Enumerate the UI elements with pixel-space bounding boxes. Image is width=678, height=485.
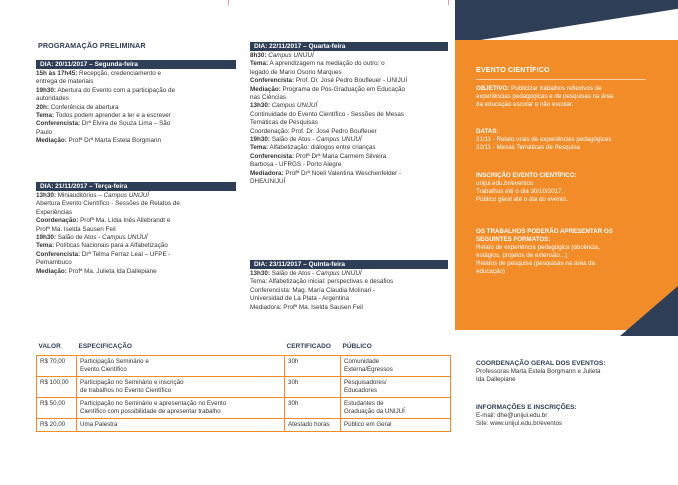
program-line: 20h: Conferência de abertura <box>36 103 119 111</box>
program-line: Pernambuco <box>36 259 72 267</box>
program-line: Coordenação: Prof. Dr. José Pedro Boufleuer <box>250 127 377 135</box>
day-lines <box>36 192 236 276</box>
contact: INFORMAÇÕES E INSCRIÇÕES: E-mail: dhe@unijui.edu.br Site: www.unijui.edu.br/eventos <box>476 404 577 427</box>
price-public: Pesquisadores/ Educadores <box>341 376 451 397</box>
program-line: Mediação: Profª Ma. Julieta Ida Dallepiane <box>36 267 157 275</box>
email[interactable]: E-mail: dhe@unijui.edu.br <box>476 412 548 419</box>
program-line: Tema: A aprendizagem na mediação do outro: o <box>250 60 385 68</box>
pricing-table <box>36 338 451 432</box>
site-link[interactable]: Site: www.unijui.edu.br/eventos <box>476 420 562 427</box>
day-lines <box>250 270 448 312</box>
day-header: DIA: 23/11/2017 – Quinta-feira <box>250 260 448 269</box>
day-block <box>36 60 236 146</box>
table-row <box>37 397 451 418</box>
program-line: Conferencista: Profª Drª Maria Carmem Silveira <box>250 152 387 160</box>
program-line: Conferencista: Mag. María Claudia Molinari - <box>250 286 375 294</box>
program-line: Mediadora: Profª Drª Noeli Valentina Weschenfelder - <box>250 169 402 177</box>
program-line: Paulo <box>36 128 53 136</box>
day-block <box>250 42 448 187</box>
registration: INSCRIÇÃO EVENTO CIENTÍFICO: unijui.edu.br/eventos Trabalhos até o dia 30/10/2017. Público geral até o dia do evento. <box>476 172 577 203</box>
day-header: DIA: 21/11/2017 – Terça-feira <box>36 182 236 191</box>
program-line: 13h30: Miniauditórios – Campus UNIJUÍ <box>36 192 150 199</box>
col-certificado: CERTIFICADO <box>286 342 331 350</box>
price-cert: 30h <box>285 397 341 418</box>
program-line: autoridades <box>36 95 69 103</box>
col-especificacao: ESPECIFICAÇÃO <box>78 342 132 350</box>
crop-mark <box>448 0 449 5</box>
program-line: Conferencista: Prof. Dr. José Pedro Boufleuer - UNIJUÍ <box>250 77 408 85</box>
dates: DATAS: 21/11 - Relato orais de experiências pedagógicas 22/11 - Mesas Temáticas de Pesquisa <box>476 128 612 151</box>
program-line: Coordenação: Profª Ma. Lídia Inês Allebrandt e <box>36 217 171 225</box>
price-value: R$ 50,00 <box>37 397 77 418</box>
decorative-navy-triangle <box>455 0 678 44</box>
day-block <box>36 182 236 276</box>
price-spec: Participação no Seminário e inscrição de trabalhos no Evento Científico <box>77 376 285 397</box>
program-line: Conferencista: Drª Elvira de Souza Lima – São <box>36 120 171 128</box>
day-header: DIA: 22/11/2017 – Quarta-feira <box>250 42 448 51</box>
program-line: Mediação: Programa de Pós-Graduação em Educação <box>250 85 406 93</box>
event-title: EVENTO CIENTÍFICO <box>476 67 550 74</box>
col-publico: PÚBLICO <box>342 342 372 350</box>
price-spec: Uma Palestra <box>77 418 285 431</box>
program-line: legado de Mario Osorio Marques <box>250 68 342 76</box>
day-lines <box>250 52 448 187</box>
price-spec: Participação no Seminário e apresentação no Evento Científico com possibilidade de apresentar trabalho <box>77 397 285 418</box>
program-line: Experiências <box>36 208 73 216</box>
program-line: Mediação: Profª Drª Marta Estela Borgmann <box>36 137 162 145</box>
program-line: 19h30: Salão de Atos - Campus UNIJUÍ <box>250 136 362 144</box>
price-cert: Atestado horas <box>285 418 341 431</box>
price-public: Comunidade Externa/Egressos <box>341 355 451 376</box>
program-line: 8h30: Campus UNIJUÍ <box>250 52 314 59</box>
program-line: 19h30: Salão de Atos - Campus UNIJUÍ <box>36 234 148 242</box>
divider <box>476 79 646 80</box>
program-line: 13h30: Campus UNIJUÍ <box>250 102 318 110</box>
program-line: Temáticas de Pesquisas <box>250 119 318 127</box>
price-spec: Participação Seminário e Evento Científico <box>77 355 285 376</box>
program-line: Conferencista: Drª Telma Ferraz Leal – UFPE - <box>36 250 171 258</box>
day-lines <box>36 70 236 146</box>
program-line: Universidad de La Plata - Argentina <box>250 295 350 303</box>
table-row <box>37 355 451 376</box>
program-line: Mediadora: Profª Ma. Iselda Sausen Feil <box>250 303 363 311</box>
objective: OBJETIVO: Publicizar trabalhos reflexivos de experiências pedagógicas e de pesquisas na área da educação escolar e não escolar. <box>476 85 614 108</box>
crop-mark <box>228 0 229 5</box>
price-value: R$ 70,00 <box>37 355 77 376</box>
program-line: entrega de materiais <box>36 78 94 86</box>
program-title: PROGRAMAÇÃO PRELIMINAR <box>38 41 146 50</box>
price-public: Estudantes de Graduação da UNIJUÍ <box>341 397 451 418</box>
col-valor: VALOR <box>38 342 61 350</box>
program-line: 15h às 17h45: Recepção, credenciamento e <box>36 70 161 77</box>
program-line: nas Ciências <box>250 94 287 102</box>
coordination: COORDENAÇÃO GERAL DOS EVENTOS: Professoras Marta Estela Borgmann e Julieta Ida Dallepiane <box>476 360 606 383</box>
program-line: Barbosa - UFRGS - Porto Alegre <box>250 161 342 169</box>
program-line: Abertura Evento Científico - Sessões de Relatos de <box>36 200 180 208</box>
program-line: 13h30: Salão de Atos - Campus UNIJUÍ <box>250 270 362 277</box>
day-block <box>250 260 448 312</box>
table-row <box>37 376 451 397</box>
table-row <box>37 418 451 431</box>
price-value: R$ 100,00 <box>37 376 77 397</box>
program-line: Tema: Alfabetização inicial: perspectivas e desafios <box>250 278 394 286</box>
formats: OS TRABALHOS PODERÃO APRESENTAR OS SEGUINTES FORMATOS: Relato de experiência pedagógica (docência, estágios, projetos de extensão...) Relatos de pesquisa (pesquisas na área da educação) <box>476 228 613 275</box>
price-cert: 30h <box>285 376 341 397</box>
program-line: Continuidade do Evento Científico - Sessões de Mesas <box>250 110 405 118</box>
program-line: Tema: Alfabetização: diálogos entre crianças <box>250 144 376 152</box>
program-line: DHE/UNIJUÍ <box>250 178 286 186</box>
program-line: Profª Ma. Iselda Sausen Feil <box>36 225 116 233</box>
program-line: Tema: Todos podem aprender a ler e a escrever <box>36 112 171 120</box>
program-line: 19h30: Abertura do Evento com a participação de <box>36 86 175 94</box>
price-cert: 30h <box>285 355 341 376</box>
program-line: Tema: Políticas Nacionais para a Alfabetização <box>36 242 168 250</box>
price-value: R$ 20,00 <box>37 418 77 431</box>
price-public: Público em Geral <box>341 418 451 431</box>
day-header: DIA: 20/11/2017 – Segunda-feira <box>36 60 236 69</box>
